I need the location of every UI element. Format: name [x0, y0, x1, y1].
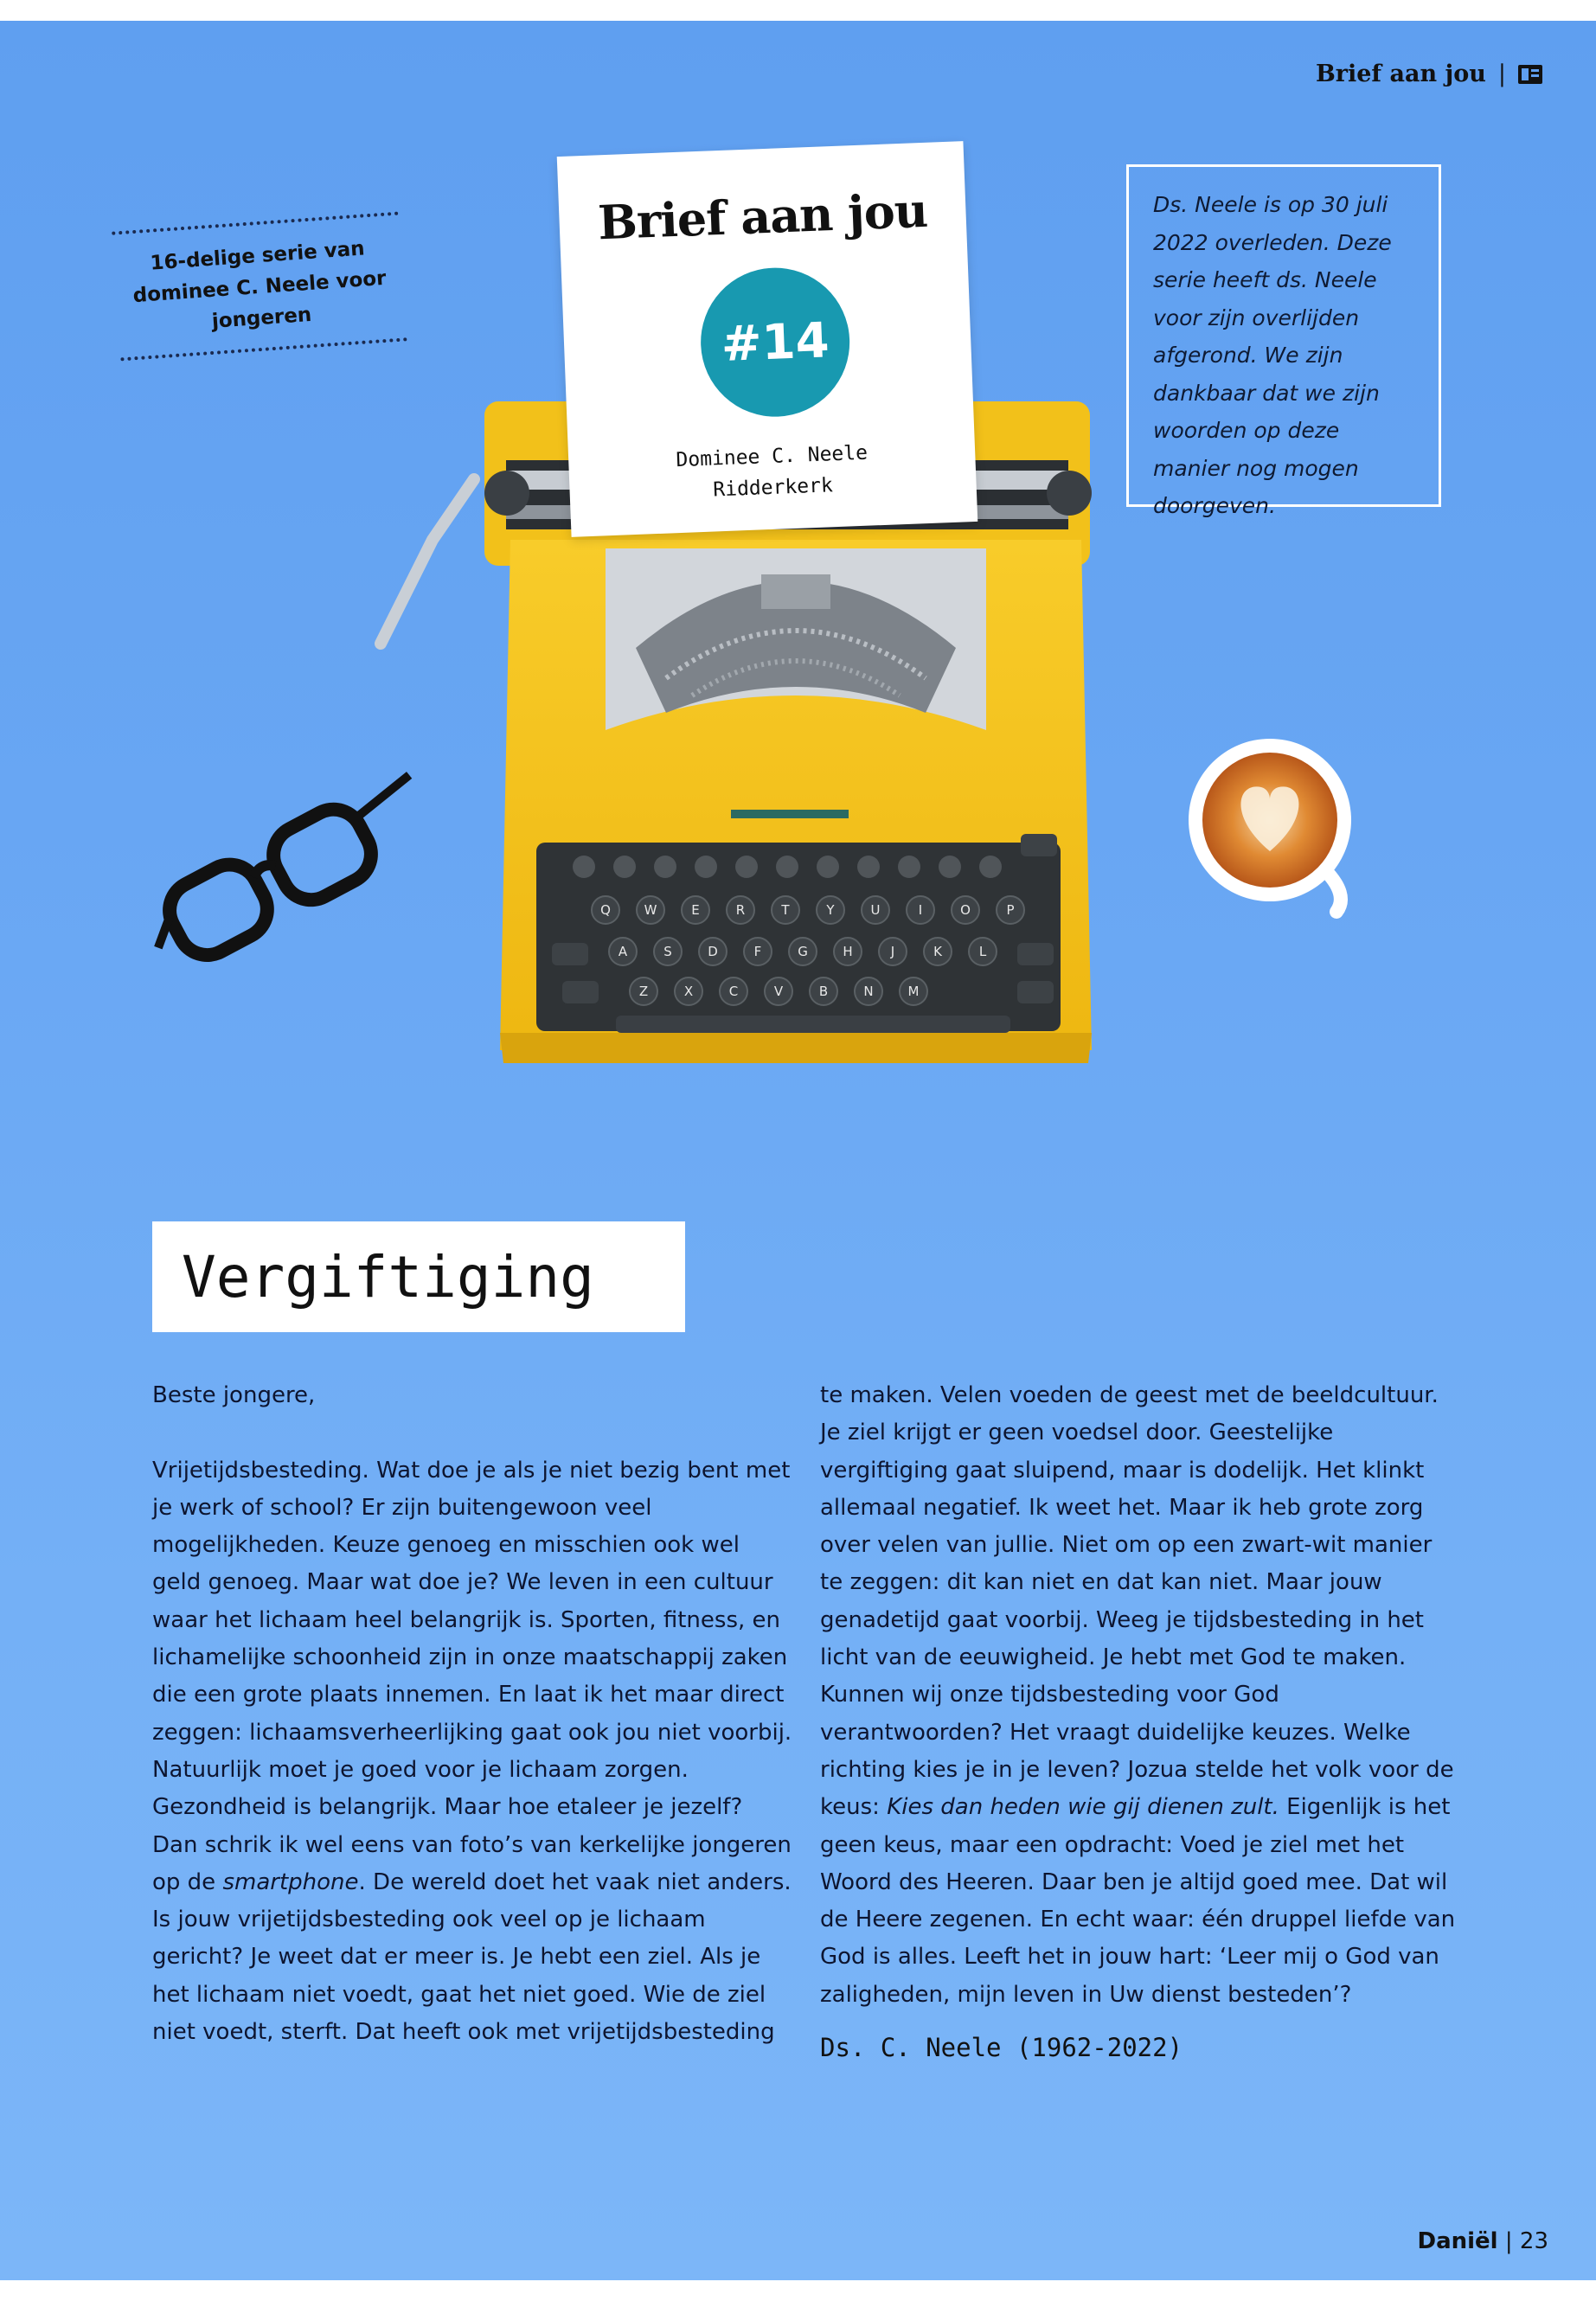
memorial-info-text: Ds. Neele is op 30 juli 2022 overleden. Deze serie heeft ds. Neele voor zijn overlijden afgerond. We zijn dankbaar dat we zijn woorden op deze manier nog mogen doorgeven. — [1153, 192, 1392, 518]
paper-title: Brief aan jou — [597, 182, 929, 251]
key-x: X — [683, 984, 694, 999]
series-note-text: 16-delige serie van dominee C. Neele voor jongeren — [131, 237, 388, 333]
paper-author: Dominee C. Neele Ridderkerk — [676, 441, 869, 502]
magazine-name: Daniël — [1417, 2228, 1498, 2254]
key-a: A — [618, 944, 628, 959]
paragraph-left-text-a: Vrijetijdsbesteding. Wat doe je als je niet bezig bent met je werk of school? Er zijn buitengewoon veel mogelijkheden. Keuze genoeg en misschien ook wel geld genoeg. Maar wat doe je? We leven in een cultuur waar het lichaam heel belangrijk is. Sporten, fitness, en lichamelijke schoonheid zijn in onze maatschappij zaken die een grote plaats innemen. En laat ik het maar direct zeggen: lichaamsverheerlijking gaat ook jou niet voorbij. Natuurlijk moet je goed voor je lichaam zorgen. Gezondheid is belangrijk. Maar hoe etaleer je jezelf? Dan schrik ik wel eens van foto’s van kerkelijke jongeren op de — [152, 1457, 792, 1895]
key-q: Q — [600, 902, 611, 918]
typewriter-paper — [557, 141, 978, 537]
section-label-text: Brief aan jou — [1315, 61, 1486, 87]
article-title: Vergiftiging — [182, 1243, 594, 1311]
article-title-box — [152, 1221, 685, 1332]
paragraph-right-emphasis: Kies dan heden wie gij dienen zult. — [887, 1794, 1279, 1821]
issue-badge: #14 — [698, 265, 852, 419]
paragraph-left-emphasis: smartphone — [222, 1868, 359, 1895]
key-r: R — [735, 902, 746, 918]
key-e: E — [691, 902, 700, 918]
glasses-illustration — [138, 767, 440, 977]
key-g: G — [798, 944, 808, 959]
key-v: V — [773, 984, 784, 999]
key-l: L — [978, 944, 987, 959]
footer-separator: | — [1504, 2228, 1513, 2254]
paragraph-gap — [152, 1414, 792, 1452]
article-column-left — [152, 1377, 792, 2051]
paragraph-right-text-a: te maken. Velen voeden de geest met de beeldcultuur. Je ziel krijgt er geen voedsel door. Geestelijke vergiftiging gaat sluipend, maar is dodelijk. Het klinkt allemaal negatief. Ik weet het. Maar ik heb grote zorg over velen van jullie. Niet om op een zwart-wit manier te zeggen: dit kan niet en dat kan niet. Maar jouw genadetijd gaat voorbij. Weeg je tijdsbesteding in het licht van de eeuwigheid. Je hebt met God te maken. Kunnen wij onze tijdsbesteding voor God verantwoorden? Het vraagt duidelijke keuzes. Welke richting kies je in je leven? Jozua stelde het volk voor de keus: — [820, 1382, 1454, 1821]
key-i: I — [918, 902, 923, 918]
coffee-cup-illustration — [1189, 739, 1351, 912]
key-s: S — [663, 944, 672, 959]
key-h: H — [843, 944, 853, 959]
paragraph-left-text-b: . De wereld doet het vaak niet anders. Is jouw vrijetijdsbesteding ook veel op je lichaam gericht? Je weet dat er meer is. Je hebt een ziel. Als je het lichaam niet voedt, gaat het niet goed. Wie de ziel niet voedt, sterft. Dat heeft ook met vrijetijdsbesteding — [152, 1868, 792, 2046]
key-u: U — [870, 902, 881, 918]
key-w: W — [644, 902, 657, 918]
key-n: N — [863, 984, 874, 999]
key-p: P — [1006, 902, 1015, 918]
paragraph-left — [152, 1452, 792, 2052]
article-column-right — [820, 1377, 1460, 2067]
key-f: F — [753, 944, 762, 959]
key-y: Y — [826, 902, 835, 918]
key-c: C — [728, 984, 739, 999]
key-t: T — [781, 902, 790, 918]
page-number: 23 — [1519, 2228, 1548, 2254]
section-separator: | — [1497, 61, 1506, 87]
key-k: K — [933, 944, 942, 959]
key-d: D — [708, 944, 718, 959]
author-signature: Ds. C. Neele (1962-2022) — [820, 2033, 1183, 2063]
page-footer — [1418, 2228, 1549, 2254]
paragraph-right-text-b: Eigenlijk is het geen keus, maar een opdracht: Voed je ziel met het Woord des Heeren. Daar ben je altijd goed mee. Dat wil de Heere zegenen. En echt waar: één druppel liefde van God is alles. Leeft het in jouw hart: ‘Leer mij o God van zaligheden, mijn leven in Uw dienst besteden’? — [820, 1794, 1456, 2008]
page — [0, 21, 1596, 2280]
paragraph-right — [820, 1377, 1460, 2014]
key-m: M — [907, 984, 920, 999]
key-z: Z — [638, 984, 649, 999]
key-b: B — [818, 984, 829, 999]
greeting: Beste jongere, — [152, 1382, 316, 1408]
key-j: J — [890, 944, 895, 959]
key-o: O — [960, 902, 971, 918]
